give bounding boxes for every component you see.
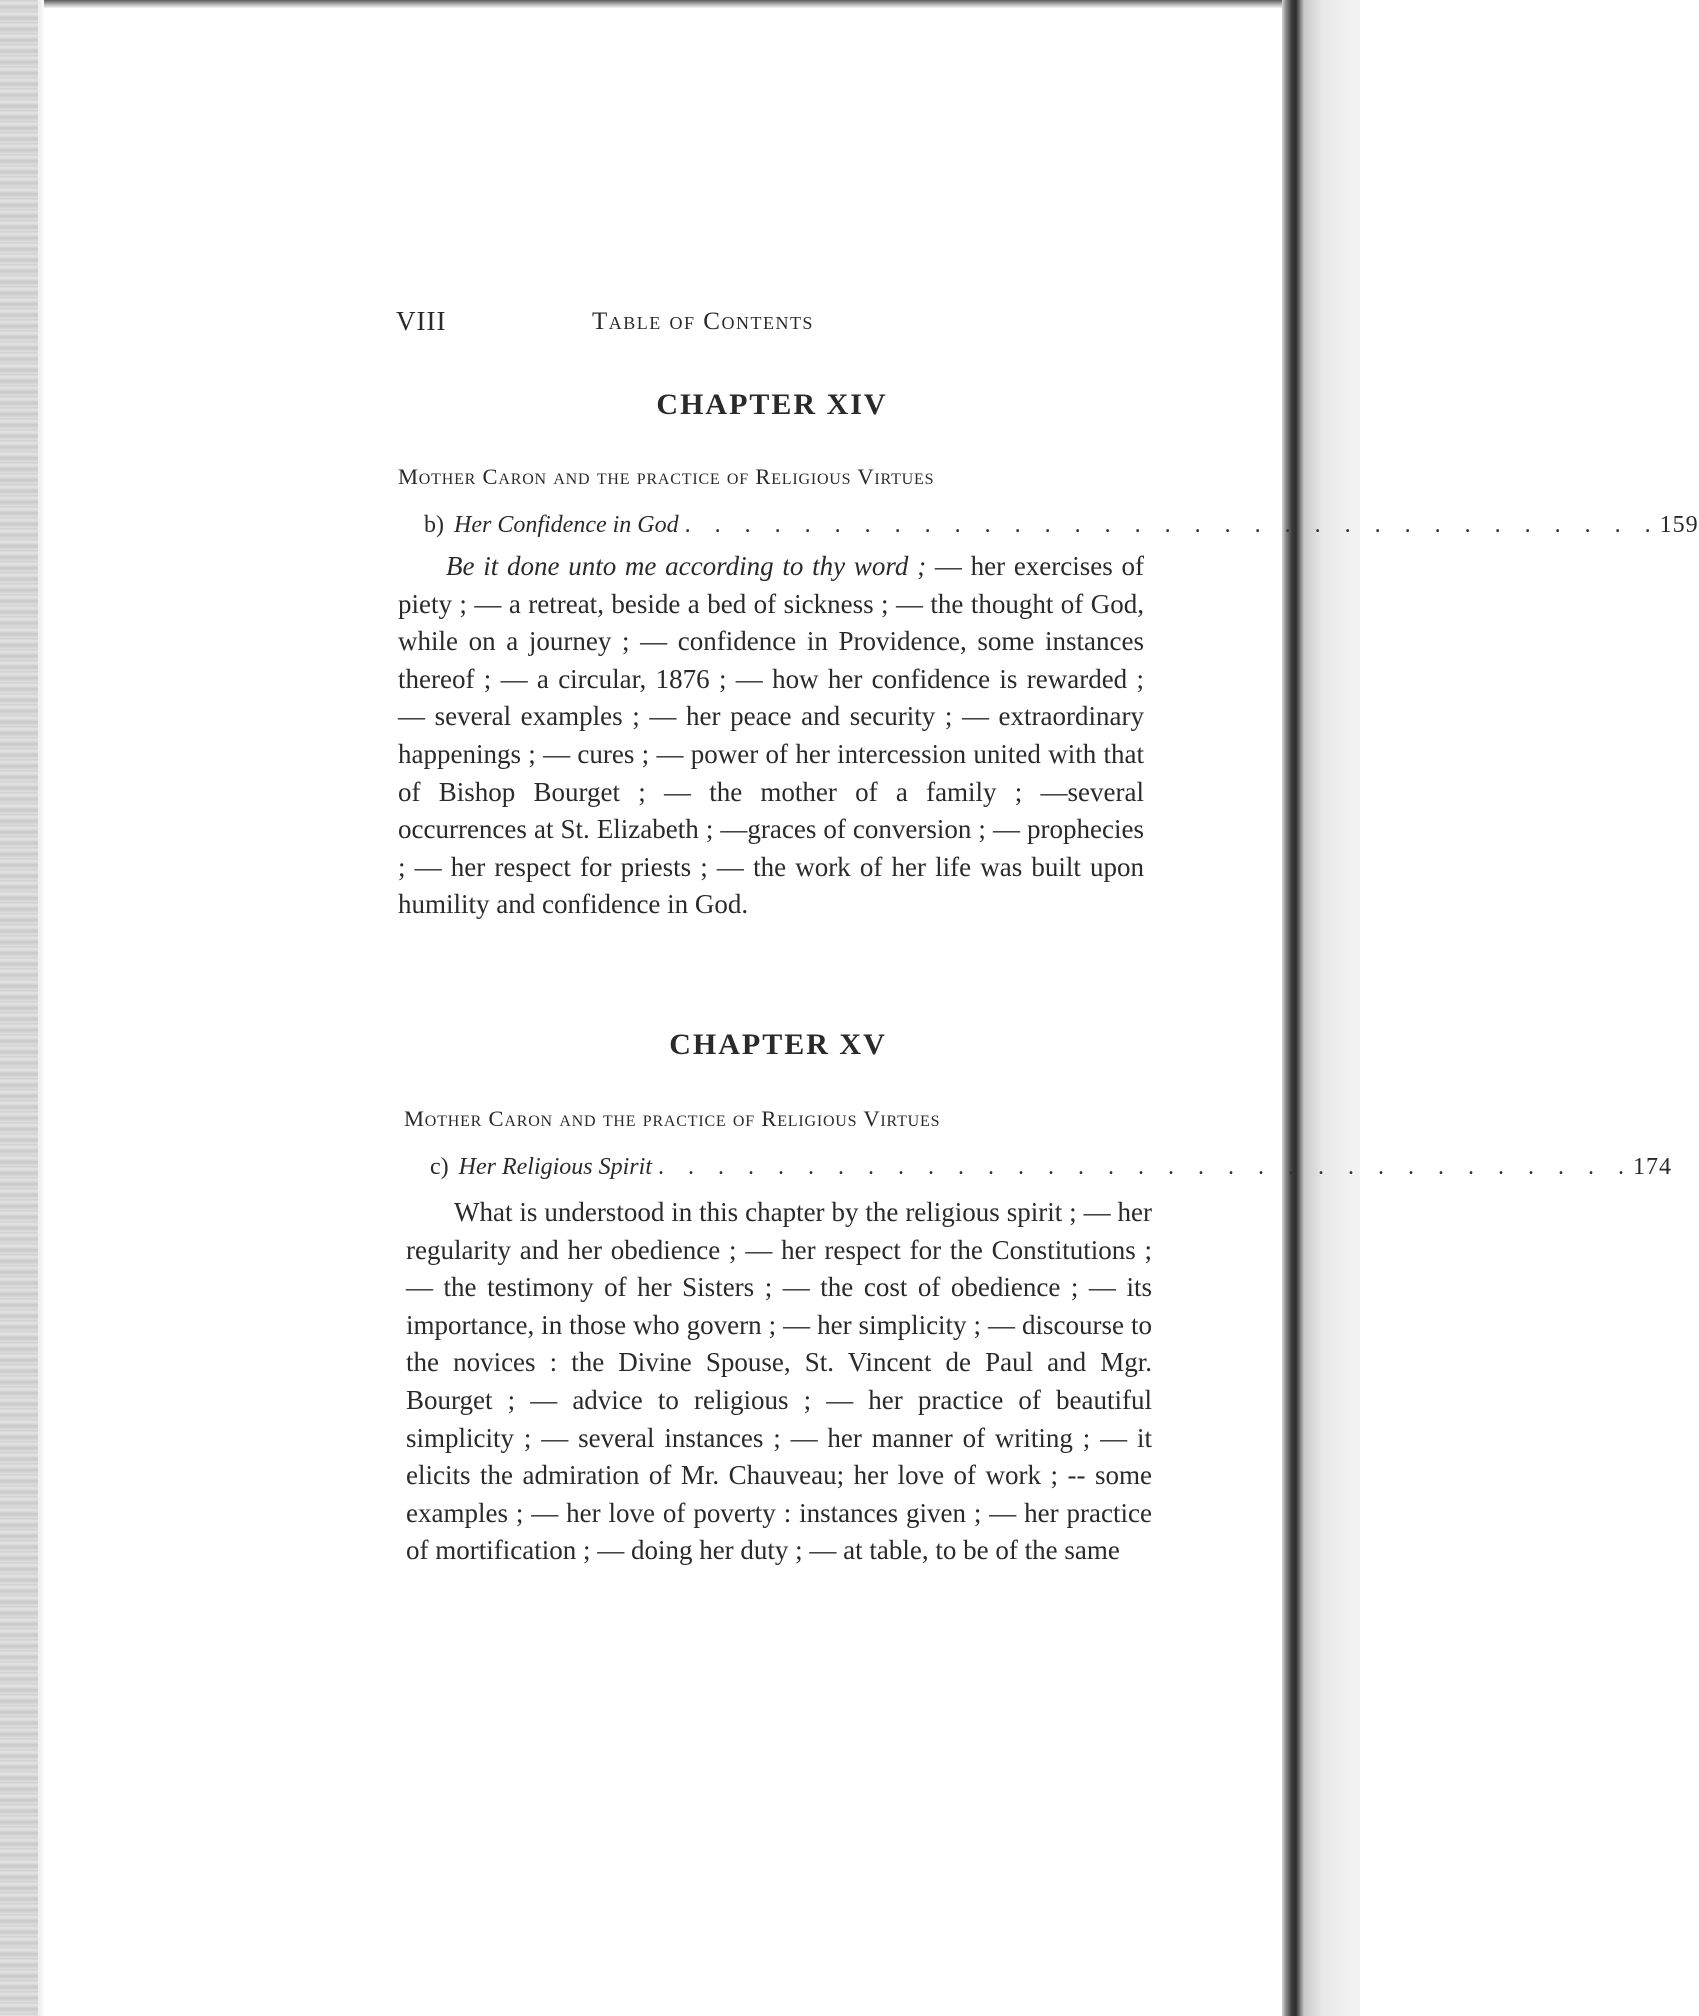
running-head-title: Table of Contents bbox=[592, 308, 814, 335]
section-title: Mother Caron and the practice of Religious Virtues bbox=[404, 1106, 941, 1131]
dot-leader: . . . . . . . . . . . . . . . . . . . . . . . . . . . . . . . . . bbox=[684, 512, 1660, 538]
entry-letter: b) bbox=[424, 512, 444, 538]
chapter-heading: CHAPTER XIV bbox=[656, 388, 888, 421]
chapter-xv-summary-block bbox=[406, 1194, 1152, 1570]
dot-leader: . . . . . . . . . . . . . . . . . . . . . . . . . . . . . . . . . bbox=[657, 1154, 1633, 1180]
chapter-xv-entry bbox=[404, 1154, 1672, 1181]
toc-entry bbox=[404, 1154, 1672, 1181]
chapter-xiv-block bbox=[398, 388, 1146, 422]
entry-title: Her Religious Spirit bbox=[458, 1154, 652, 1180]
summary-lead-in: Be it done unto me according to thy word ; bbox=[446, 551, 927, 581]
chapter-heading: CHAPTER XV bbox=[669, 1028, 887, 1061]
book-fore-edge bbox=[1282, 0, 1360, 2016]
section-title: Mother Caron and the practice of Religious Virtues bbox=[398, 464, 935, 489]
chapter-summary bbox=[406, 1194, 1152, 1570]
entry-page-number: 174 bbox=[1632, 1154, 1672, 1180]
page-number: VIII bbox=[396, 306, 447, 336]
entry-title: Her Confidence in God bbox=[454, 512, 679, 538]
chapter-xv-section bbox=[404, 1106, 1152, 1132]
summary-text: What is understood in this chapter by the religious spirit ; — her regularity and her obedience ; — her respect for the Constitutions ; — the testimony of her Sisters ; — the cost of obedience ; — its importance, in those who govern ; — her simplicity ; — discourse to the novices : the Divine Spouse, St. Vincent de Paul and Mgr. Bourget ; — advice to religious ; — her practice of beautiful simplicity ; — several instances ; — her manner of writing ; — it elicits the admiration of Mr. Chauveau; her love of work ; -- some examples ; — her love of poverty : instances given ; — her practice of mortification ; — doing her duty ; — at table, to be of the same bbox=[406, 1197, 1152, 1566]
chapter-xiv-summary-block bbox=[398, 548, 1144, 924]
toc-entry bbox=[398, 512, 1699, 539]
chapter-xiv-section bbox=[398, 464, 1146, 490]
entry-page-number: 159 bbox=[1659, 512, 1699, 538]
chapter-xiv-entry bbox=[398, 512, 1699, 539]
chapter-summary bbox=[398, 548, 1144, 924]
entry-letter: c) bbox=[430, 1154, 449, 1180]
summary-text: — her exercises of piety ; — a retreat, beside a bed of sickness ; — the thought of God, while on a journey ; — confidence in Providence, some instances thereof ; — a circular, 1876 ; — how her confidence is rewarded ; — several examples ; — her peace and security ; — extraordinary happenings ; — cures ; — power of her intercession united with that of Bishop Bourget ; — the mother of a family ; —several occurrences at St. Elizabeth ; —graces of conversion ; — prophecies ; — her respect for priests ; — the work of her life was built upon humility and confidence in God. bbox=[398, 551, 1144, 920]
chapter-xv-block bbox=[404, 1028, 1152, 1062]
